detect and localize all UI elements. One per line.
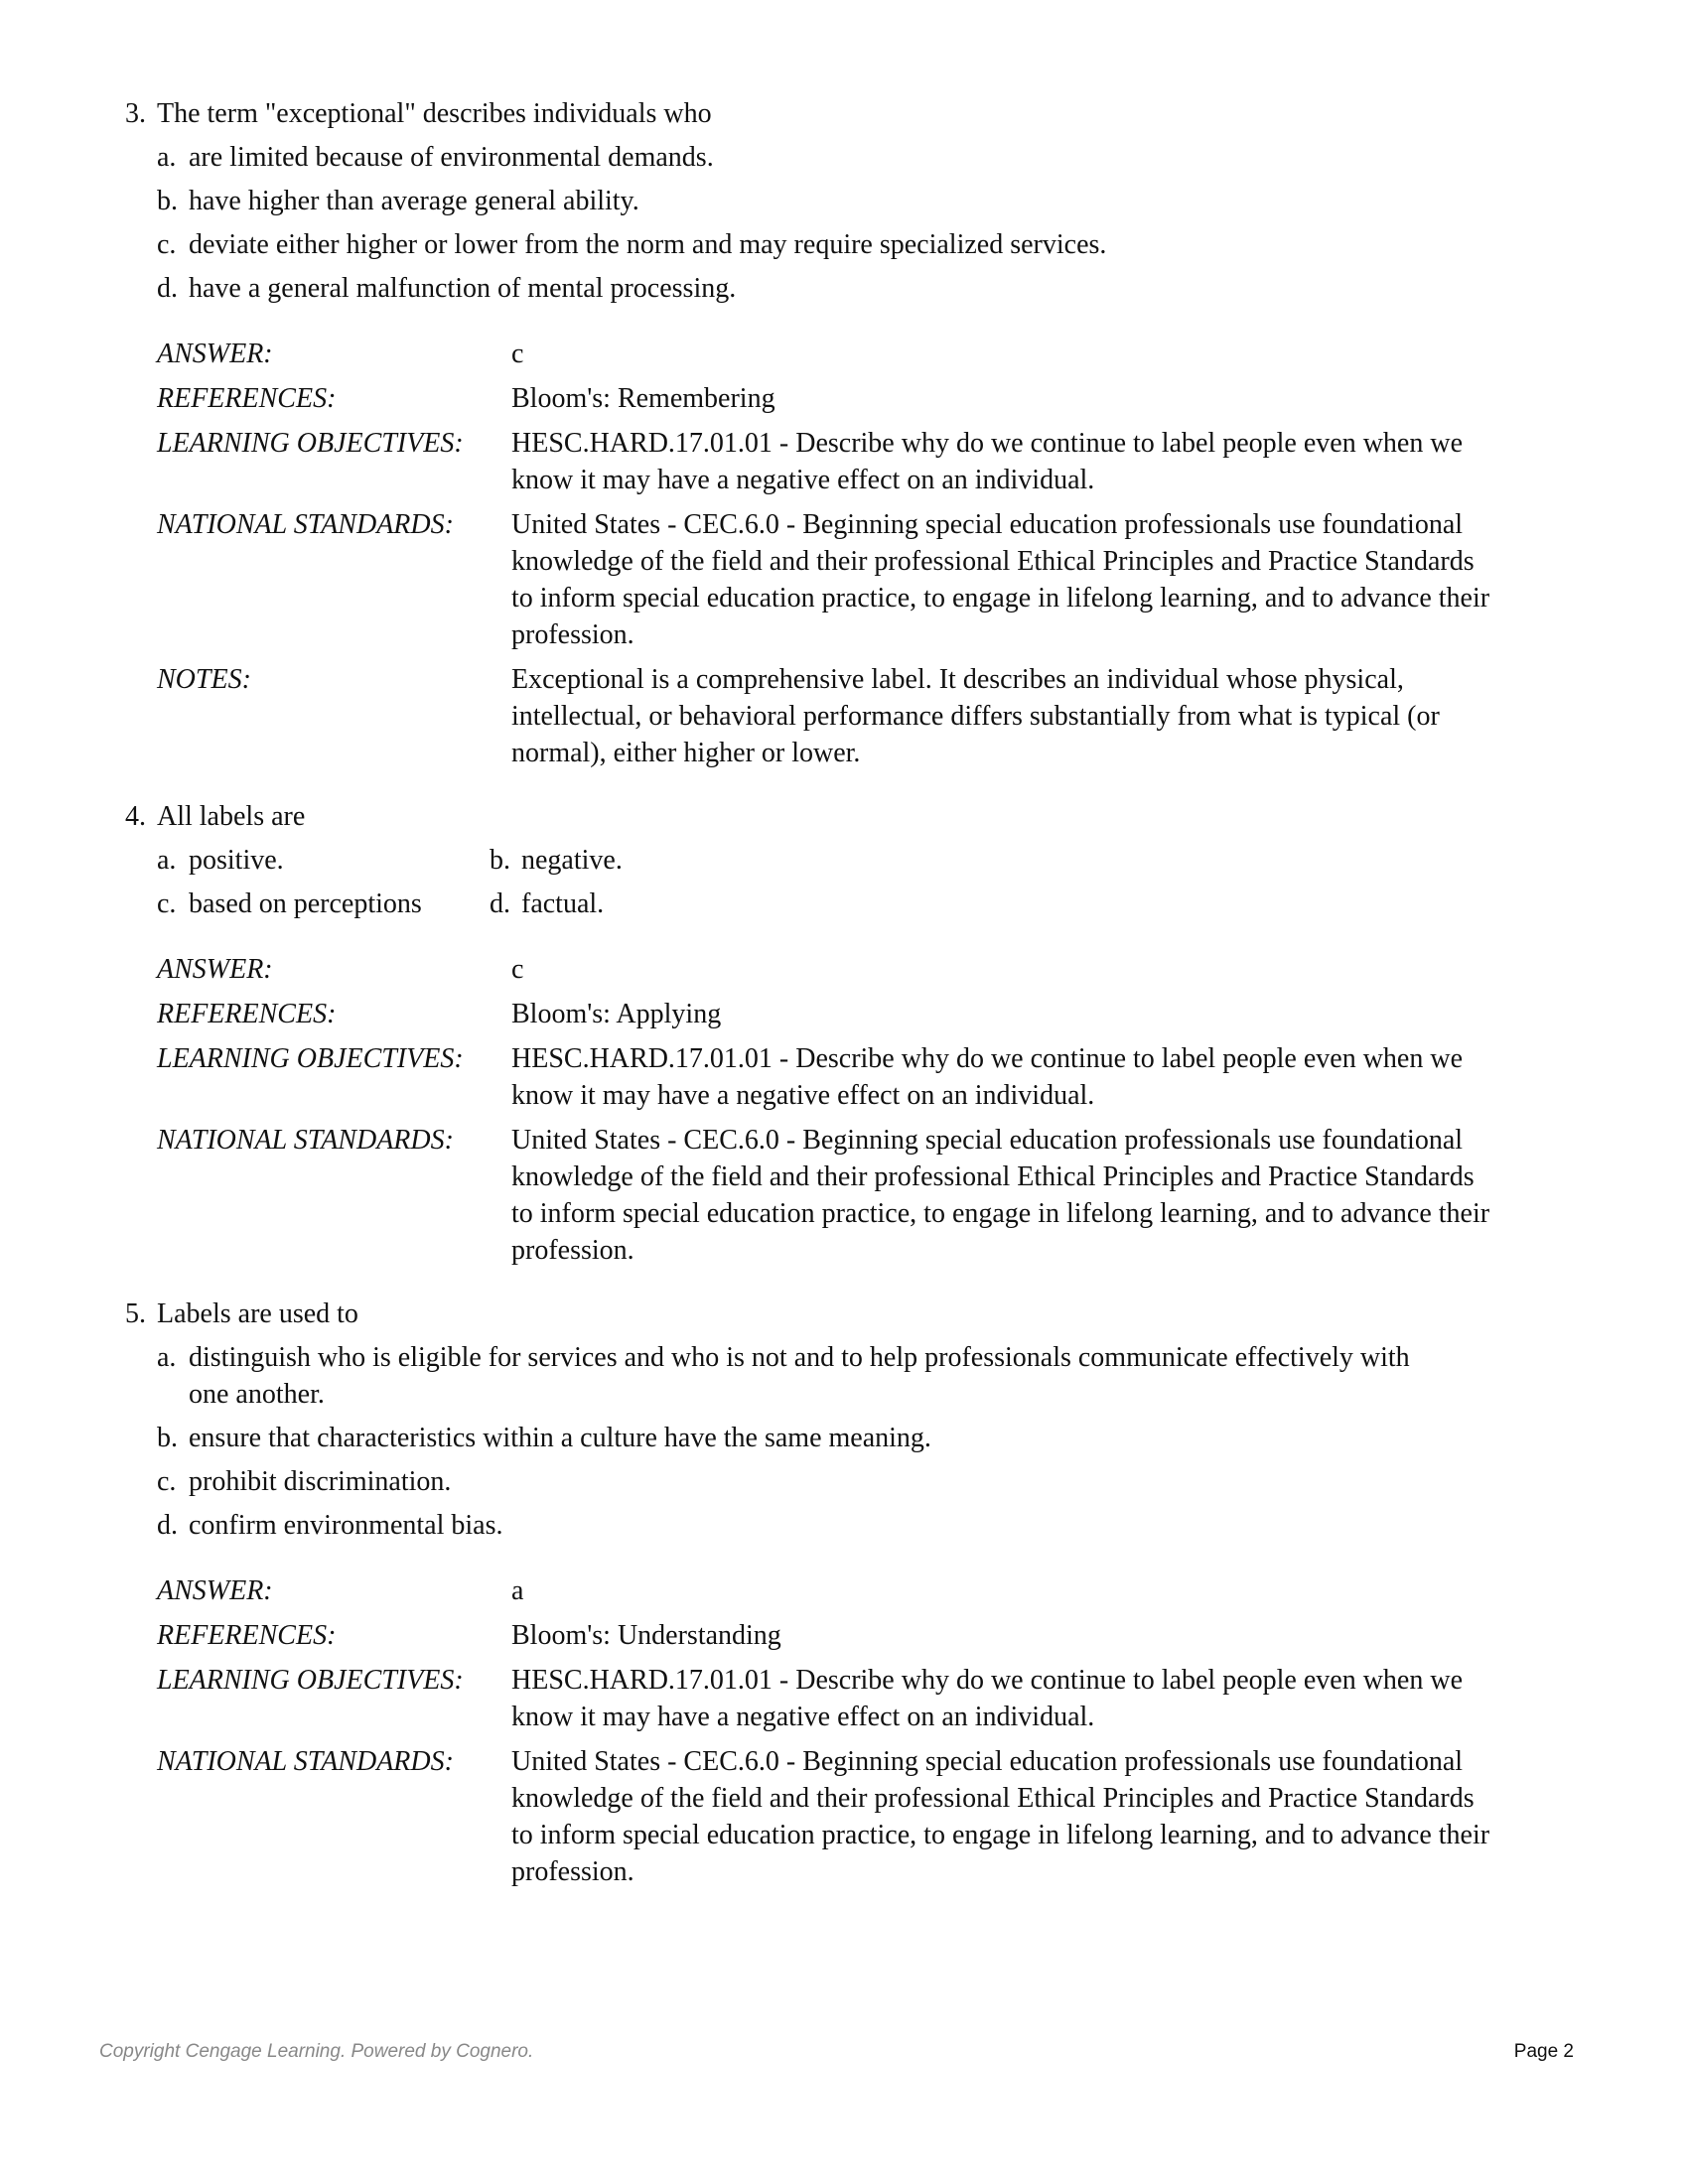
question-title	[125, 1296, 1595, 1332]
metadata-label: REFERENCES:	[157, 1620, 337, 1651]
answer-options	[157, 1332, 1595, 1544]
question-item	[125, 95, 1595, 771]
option-text-line: positive.	[189, 845, 284, 876]
metadata-label: LEARNING OBJECTIVES:	[157, 1043, 464, 1074]
metadata-row-national-standards	[157, 498, 1595, 653]
answer-option	[157, 1456, 1595, 1500]
metadata-label: REFERENCES:	[157, 383, 337, 414]
metadata-row-answer	[157, 951, 1595, 988]
option-text	[189, 1420, 931, 1456]
option-text-line: ensure that characteristics within a culture have the same meaning.	[189, 1423, 931, 1453]
question-document	[125, 95, 1595, 1917]
metadata-label: NATIONAL STANDARDS:	[157, 509, 454, 540]
answer-option	[157, 1332, 1595, 1413]
option-text-line: factual.	[521, 888, 605, 919]
metadata-value	[511, 1743, 1595, 1890]
option-text	[521, 842, 623, 879]
question-text: All labels are	[157, 801, 306, 832]
option-letter: b.	[490, 845, 510, 876]
answer-options	[157, 835, 1595, 922]
option-text-line: based on perceptions	[189, 888, 422, 919]
option-text	[189, 226, 1106, 263]
option-letter: d.	[157, 273, 178, 304]
question-title	[125, 95, 1595, 132]
metadata-value-line: to inform special education practice, to engage in lifelong learning, and to advance their	[511, 583, 1490, 614]
metadata-value-line: Exceptional is a comprehensive label. It describes an individual whose physical,	[511, 664, 1404, 695]
answer-options	[157, 132, 1595, 307]
metadata-label: NATIONAL STANDARDS:	[157, 1746, 454, 1777]
metadata-value-line: Bloom's: Understanding	[511, 1620, 781, 1651]
metadata-label: NOTES:	[157, 664, 251, 695]
question-text: Labels are used to	[157, 1298, 358, 1329]
question-text: The term "exceptional" describes individuals who	[157, 98, 712, 129]
option-text-line: deviate either higher or lower from the norm and may require specialized services.	[189, 229, 1107, 260]
option-letter: c.	[157, 888, 177, 919]
answer-option	[490, 835, 887, 879]
metadata-row-learning-objectives	[157, 1032, 1595, 1114]
metadata-value	[511, 380, 1595, 417]
metadata-value-line: know it may have a negative effect on an individual.	[511, 1080, 1095, 1111]
footer-page-number: Page 2	[1513, 2041, 1574, 2062]
option-text	[189, 183, 639, 219]
metadata-value-line: profession.	[511, 1856, 634, 1887]
metadata-value	[511, 996, 1595, 1032]
answer-option	[490, 879, 887, 922]
metadata-row-answer	[157, 336, 1595, 372]
metadata-label: ANSWER:	[157, 954, 273, 985]
metadata-row-notes	[157, 653, 1595, 771]
metadata-value-line: a	[511, 1575, 524, 1606]
metadata-value-line: knowledge of the field and their professional Ethical Principles and Practice Standards	[511, 1161, 1475, 1192]
metadata-label: LEARNING OBJECTIVES:	[157, 1665, 464, 1696]
metadata-value-line: know it may have a negative effect on an individual.	[511, 1702, 1095, 1732]
option-letter: a.	[157, 1342, 177, 1373]
option-letter: d.	[490, 888, 510, 919]
metadata-value-line: knowledge of the field and their professional Ethical Principles and Practice Standards	[511, 1783, 1475, 1814]
metadata-value	[511, 1617, 1595, 1654]
metadata-label: NATIONAL STANDARDS:	[157, 1125, 454, 1156]
metadata-value-line: profession.	[511, 1235, 634, 1266]
metadata-label: ANSWER:	[157, 1575, 273, 1606]
option-text-line: negative.	[521, 845, 623, 876]
metadata-row-references	[157, 1609, 1595, 1654]
metadata-value	[511, 1122, 1595, 1269]
metadata-row-references	[157, 988, 1595, 1032]
metadata-row-answer	[157, 1572, 1595, 1609]
metadata-value	[511, 1040, 1595, 1114]
option-text	[189, 1339, 1410, 1413]
option-letter: c.	[157, 1466, 177, 1497]
option-letter: c.	[157, 229, 177, 260]
metadata-value	[511, 951, 1595, 988]
metadata-value	[511, 336, 1595, 372]
question-number: 5.	[125, 1298, 146, 1329]
metadata-label: ANSWER:	[157, 339, 273, 369]
option-text-line: distinguish who is eligible for services and who is not and to help professionals communicate effectively with	[189, 1342, 1410, 1373]
metadata-value-line: to inform special education practice, to engage in lifelong learning, and to advance their	[511, 1820, 1490, 1850]
answer-option	[157, 132, 1595, 176]
answer-option	[157, 176, 1595, 219]
metadata-value-line: intellectual, or behavioral performance differs substantially from what is typical (or	[511, 701, 1440, 732]
question-item	[125, 798, 1595, 1269]
metadata-value-line: HESC.HARD.17.01.01 - Describe why do we continue to label people even when we	[511, 1043, 1464, 1074]
metadata-row-learning-objectives	[157, 1654, 1595, 1735]
metadata-value	[511, 506, 1595, 653]
question-metadata	[157, 1572, 1595, 1890]
metadata-value-line: c	[511, 339, 524, 369]
option-text-line: have a general malfunction of mental processing.	[189, 273, 737, 304]
option-text	[521, 886, 604, 922]
metadata-value	[511, 1572, 1595, 1609]
metadata-value-line: c	[511, 954, 524, 985]
option-text-line: one another.	[189, 1379, 325, 1410]
metadata-value-line: to inform special education practice, to engage in lifelong learning, and to advance their	[511, 1198, 1490, 1229]
option-text	[189, 1463, 451, 1500]
metadata-value-line: United States - CEC.6.0 - Beginning special education professionals use foundational	[511, 1746, 1464, 1777]
metadata-row-national-standards	[157, 1735, 1595, 1890]
metadata-row-learning-objectives	[157, 417, 1595, 498]
option-text	[189, 270, 736, 307]
metadata-value-line: normal), either higher or lower.	[511, 738, 861, 768]
answer-option	[157, 263, 1595, 307]
metadata-value	[511, 661, 1595, 771]
metadata-value-line: Bloom's: Applying	[511, 999, 722, 1029]
option-letter: a.	[157, 845, 177, 876]
question-title	[125, 798, 1595, 835]
option-text-line: prohibit discrimination.	[189, 1466, 452, 1497]
option-letter: b.	[157, 186, 178, 216]
footer-copyright: Copyright Cengage Learning. Powered by Cognero.	[99, 2041, 534, 2062]
option-text-line: confirm environmental bias.	[189, 1510, 503, 1541]
question-metadata	[157, 336, 1595, 771]
metadata-row-national-standards	[157, 1114, 1595, 1269]
metadata-value-line: profession.	[511, 619, 634, 650]
metadata-value	[511, 1662, 1595, 1735]
metadata-value-line: knowledge of the field and their professional Ethical Principles and Practice Standards	[511, 546, 1475, 577]
option-letter: a.	[157, 142, 177, 173]
question-item	[125, 1296, 1595, 1890]
option-text	[189, 842, 284, 879]
option-letter: b.	[157, 1423, 178, 1453]
option-text-line: have higher than average general ability.	[189, 186, 639, 216]
question-number: 3.	[125, 98, 146, 129]
metadata-row-references	[157, 372, 1595, 417]
answer-option	[157, 835, 490, 879]
metadata-value-line: United States - CEC.6.0 - Beginning special education professionals use foundational	[511, 1125, 1464, 1156]
metadata-value-line: United States - CEC.6.0 - Beginning special education professionals use foundational	[511, 509, 1464, 540]
metadata-value-line: HESC.HARD.17.01.01 - Describe why do we continue to label people even when we	[511, 428, 1464, 459]
answer-option	[157, 1500, 1595, 1544]
answer-option	[157, 1413, 1595, 1456]
metadata-value	[511, 425, 1595, 498]
metadata-value-line: know it may have a negative effect on an individual.	[511, 465, 1095, 495]
metadata-label: LEARNING OBJECTIVES:	[157, 428, 464, 459]
option-text	[189, 886, 422, 922]
option-text	[189, 139, 714, 176]
answer-option	[157, 879, 490, 922]
answer-option	[157, 219, 1595, 263]
question-metadata	[157, 951, 1595, 1269]
option-letter: d.	[157, 1510, 178, 1541]
option-text	[189, 1507, 502, 1544]
option-text-line: are limited because of environmental demands.	[189, 142, 714, 173]
metadata-label: REFERENCES:	[157, 999, 337, 1029]
question-number: 4.	[125, 801, 146, 832]
metadata-value-line: HESC.HARD.17.01.01 - Describe why do we continue to label people even when we	[511, 1665, 1464, 1696]
metadata-value-line: Bloom's: Remembering	[511, 383, 775, 414]
